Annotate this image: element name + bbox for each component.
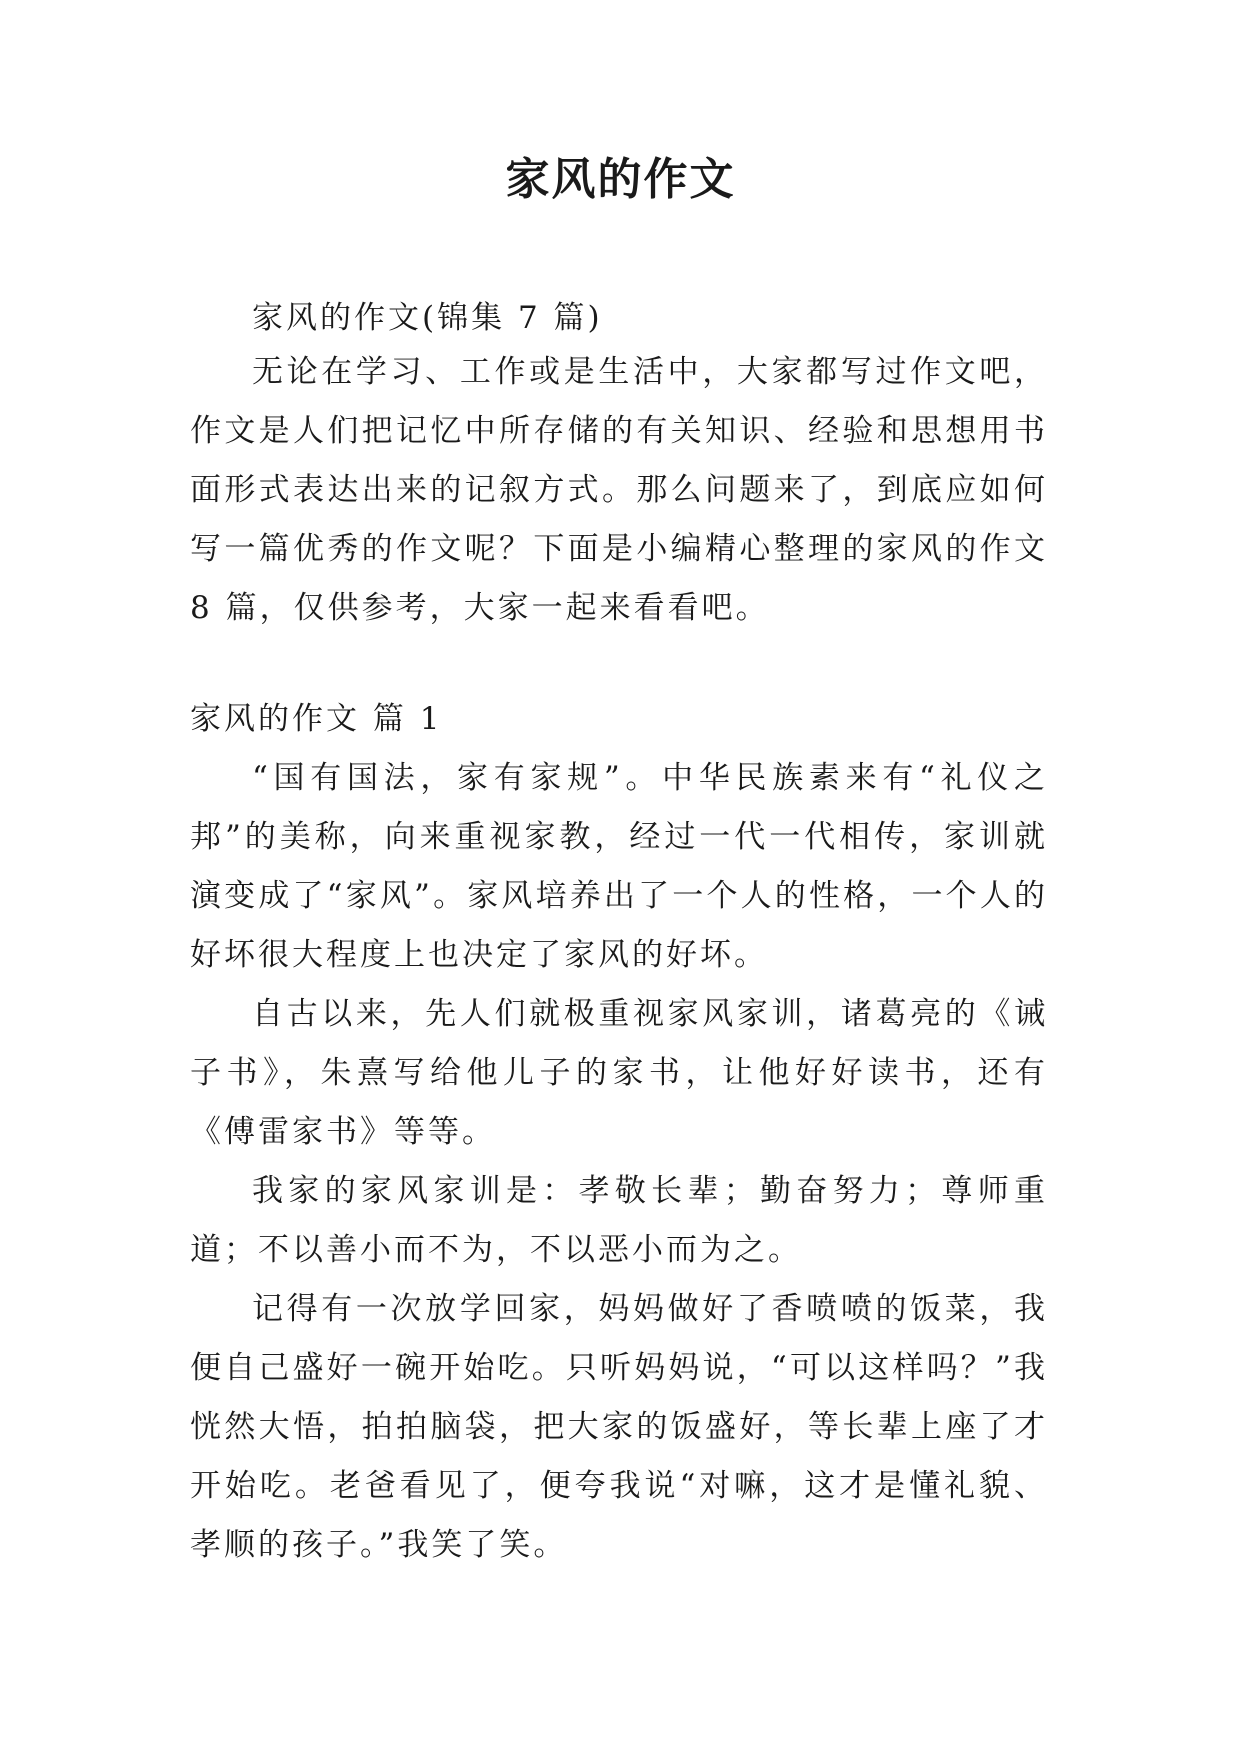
- document-subtitle: 家风的作文(锦集 7 篇): [252, 300, 603, 336]
- intro-block: [190, 343, 1048, 638]
- essay-heading: 家风的作文 篇 1: [190, 701, 443, 737]
- essay-paragraph: 自古以来，先人们就极重视家风家训，诸葛亮的《诫子书》，朱熹写给他儿子的家书，让他好好读书，还有《傅雷家书》等等。: [190, 996, 1048, 1150]
- essay-paragraph: 我家的家风家训是：孝敬长辈；勤奋努力；尊师重道；不以善小而不为，不以恶小而为之。: [190, 1173, 1048, 1268]
- essay-paragraph: “国有国法，家有家规”。中华民族素来有“礼仪之邦”的美称，向来重视家教，经过一代一代相传，家训就演变成了“家风”。家风培养出了一个人的性格，一个人的好坏很大程度上也决定了家风的好坏。: [190, 760, 1048, 973]
- document-subtitle-block: [190, 289, 1048, 348]
- essay-paragraph: 记得有一次放学回家，妈妈做好了香喷喷的饭菜，我便自己盛好一碗开始吃。只听妈妈说，“可以这样吗？”我恍然大悟，拍拍脑袋，把大家的饭盛好，等长辈上座了才开始吃。老爸看见了，便夸我说“对嘛，这才是懂礼貌、孝顺的孩子。”我笑了笑。: [190, 1291, 1048, 1563]
- essay-section: [190, 690, 1048, 1575]
- intro-paragraph: 无论在学习、工作或是生活中，大家都写过作文吧，作文是人们把记忆中所存储的有关知识、经验和思想用书面形式表达出来的记叙方式。那么问题来了，到底应如何写一篇优秀的作文呢？下面是小编精心整理的家风的作文 8 篇，仅供参考，大家一起来看看吧。: [190, 354, 1048, 626]
- document-title: 家风的作文: [505, 154, 736, 205]
